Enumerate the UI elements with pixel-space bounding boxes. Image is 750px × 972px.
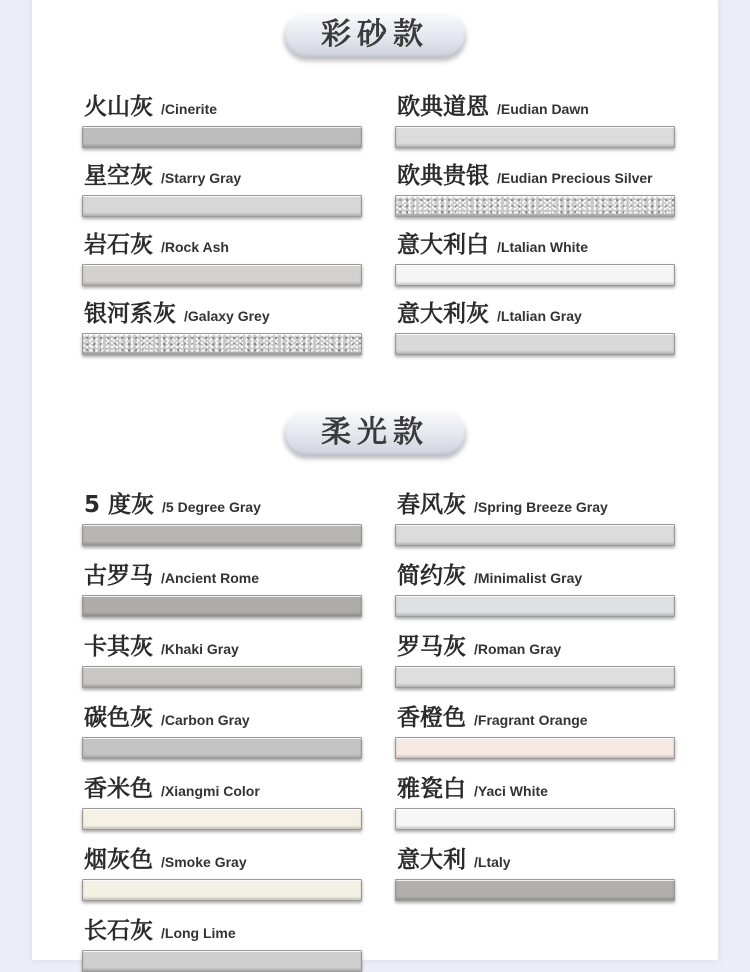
swatch-name-en: /Ltalian Gray bbox=[497, 308, 582, 324]
swatch-label bbox=[84, 841, 247, 874]
swatch-name-en: /Cinerite bbox=[161, 101, 218, 117]
swatch-name-cn: 5 度灰 bbox=[84, 492, 155, 518]
color-strip bbox=[395, 595, 675, 617]
swatch-item bbox=[82, 628, 362, 688]
swatch-label bbox=[397, 628, 561, 661]
swatch-name-cn: 香橙色 bbox=[397, 705, 466, 731]
swatch-name-en: /Starry Gray bbox=[161, 170, 242, 186]
color-strip bbox=[395, 879, 675, 901]
swatch-label bbox=[84, 157, 241, 190]
color-strip bbox=[82, 808, 362, 830]
swatch-name-en: /Rock Ash bbox=[161, 239, 229, 255]
swatch-name-en: /Khaki Gray bbox=[161, 641, 239, 657]
swatch-label bbox=[84, 486, 261, 519]
swatch-name-en: /Minimalist Gray bbox=[474, 570, 583, 586]
swatch-name-cn: 意大利灰 bbox=[397, 301, 489, 327]
color-strip bbox=[82, 666, 362, 688]
swatch-name-en: /Fragrant Orange bbox=[474, 712, 588, 728]
color-strip bbox=[82, 737, 362, 759]
swatch-label bbox=[397, 486, 608, 519]
color-strip bbox=[395, 524, 675, 546]
swatch-name-cn: 火山灰 bbox=[84, 94, 153, 120]
swatch-name-en: /Galaxy Grey bbox=[184, 308, 270, 324]
color-strip bbox=[82, 126, 362, 148]
swatch-item bbox=[395, 770, 675, 830]
swatch-name-en: /Long Lime bbox=[161, 925, 236, 941]
swatch-name-cn: 古罗马 bbox=[84, 563, 153, 589]
swatch-item bbox=[395, 841, 675, 901]
swatch-label bbox=[397, 841, 511, 874]
color-strip bbox=[82, 333, 362, 355]
swatch-label bbox=[397, 226, 588, 259]
swatch-label bbox=[84, 628, 239, 661]
swatch-item bbox=[82, 486, 362, 546]
swatch-name-en: /Ltaly bbox=[474, 854, 511, 870]
color-strip bbox=[395, 666, 675, 688]
swatch-item bbox=[82, 912, 362, 972]
swatch-name-cn: 卡其灰 bbox=[84, 634, 153, 660]
swatch-name-en: /Ltalian White bbox=[497, 239, 588, 255]
swatch-item bbox=[395, 157, 675, 217]
swatch-name-en: /Xiangmi Color bbox=[161, 783, 260, 799]
color-strip bbox=[82, 595, 362, 617]
swatch-label bbox=[397, 295, 582, 328]
swatch-name-cn: 意大利白 bbox=[397, 232, 489, 258]
swatch-name-cn: 烟灰色 bbox=[84, 847, 153, 873]
swatch-name-cn: 欧典道恩 bbox=[397, 94, 489, 120]
swatch-item bbox=[82, 557, 362, 617]
swatch-item bbox=[395, 699, 675, 759]
color-strip bbox=[82, 524, 362, 546]
color-strip bbox=[395, 195, 675, 217]
color-strip bbox=[395, 737, 675, 759]
swatch-name-en: /Roman Gray bbox=[474, 641, 562, 657]
swatch-name-cn: 星空灰 bbox=[84, 163, 153, 189]
swatch-name-cn: 长石灰 bbox=[84, 918, 153, 944]
swatch-label bbox=[84, 699, 250, 732]
swatch-label bbox=[84, 88, 217, 121]
swatch-label bbox=[397, 557, 582, 590]
color-strip bbox=[82, 195, 362, 217]
swatch-item bbox=[395, 295, 675, 355]
color-strip bbox=[395, 808, 675, 830]
swatch-label bbox=[397, 770, 548, 803]
swatch-name-cn: 罗马灰 bbox=[397, 634, 466, 660]
swatch-name-cn: 意大利 bbox=[397, 847, 466, 873]
swatch-item bbox=[82, 295, 362, 355]
swatch-name-en: /Eudian Dawn bbox=[497, 101, 589, 117]
swatch-name-cn: 雅瓷白 bbox=[397, 776, 466, 802]
swatch-label bbox=[84, 295, 270, 328]
swatch-name-en: /5 Degree Gray bbox=[162, 499, 261, 515]
swatch-name-en: /Carbon Gray bbox=[161, 712, 250, 728]
swatch-label bbox=[84, 226, 229, 259]
swatch-label bbox=[397, 88, 589, 121]
swatch-label bbox=[397, 699, 588, 732]
color-strip bbox=[82, 950, 362, 972]
swatch-item bbox=[395, 226, 675, 286]
swatch-name-cn: 春风灰 bbox=[397, 492, 466, 518]
section-title-2: 柔光款 bbox=[284, 410, 466, 456]
swatch-name-cn: 银河系灰 bbox=[84, 301, 176, 327]
color-strip bbox=[395, 264, 675, 286]
color-strip bbox=[395, 126, 675, 148]
swatch-item bbox=[395, 88, 675, 148]
swatch-item bbox=[395, 486, 675, 546]
swatch-name-cn: 岩石灰 bbox=[84, 232, 153, 258]
color-strip bbox=[82, 264, 362, 286]
swatch-name-en: /Ancient Rome bbox=[161, 570, 260, 586]
swatch-name-cn: 碳色灰 bbox=[84, 705, 153, 731]
swatch-name-cn: 香米色 bbox=[84, 776, 153, 802]
swatch-name-en: /Yaci White bbox=[474, 783, 548, 799]
color-strip bbox=[395, 333, 675, 355]
swatch-item bbox=[82, 841, 362, 901]
swatch-name-en: /Eudian Precious Silver bbox=[497, 170, 653, 186]
swatch-item bbox=[395, 628, 675, 688]
swatch-item bbox=[82, 157, 362, 217]
section-title-1: 彩砂款 bbox=[284, 12, 466, 58]
swatch-item bbox=[82, 699, 362, 759]
swatch-name-cn: 欧典贵银 bbox=[397, 163, 489, 189]
swatch-item bbox=[82, 770, 362, 830]
swatch-name-en: /Smoke Gray bbox=[161, 854, 247, 870]
color-strip bbox=[82, 879, 362, 901]
swatch-label bbox=[84, 770, 260, 803]
swatch-label bbox=[84, 557, 259, 590]
swatch-label bbox=[84, 912, 236, 945]
swatch-item bbox=[82, 226, 362, 286]
swatch-item bbox=[395, 557, 675, 617]
swatch-item bbox=[82, 88, 362, 148]
swatch-name-en: /Spring Breeze Gray bbox=[474, 499, 608, 515]
swatch-label bbox=[397, 157, 653, 190]
swatch-name-cn: 简约灰 bbox=[397, 563, 466, 589]
